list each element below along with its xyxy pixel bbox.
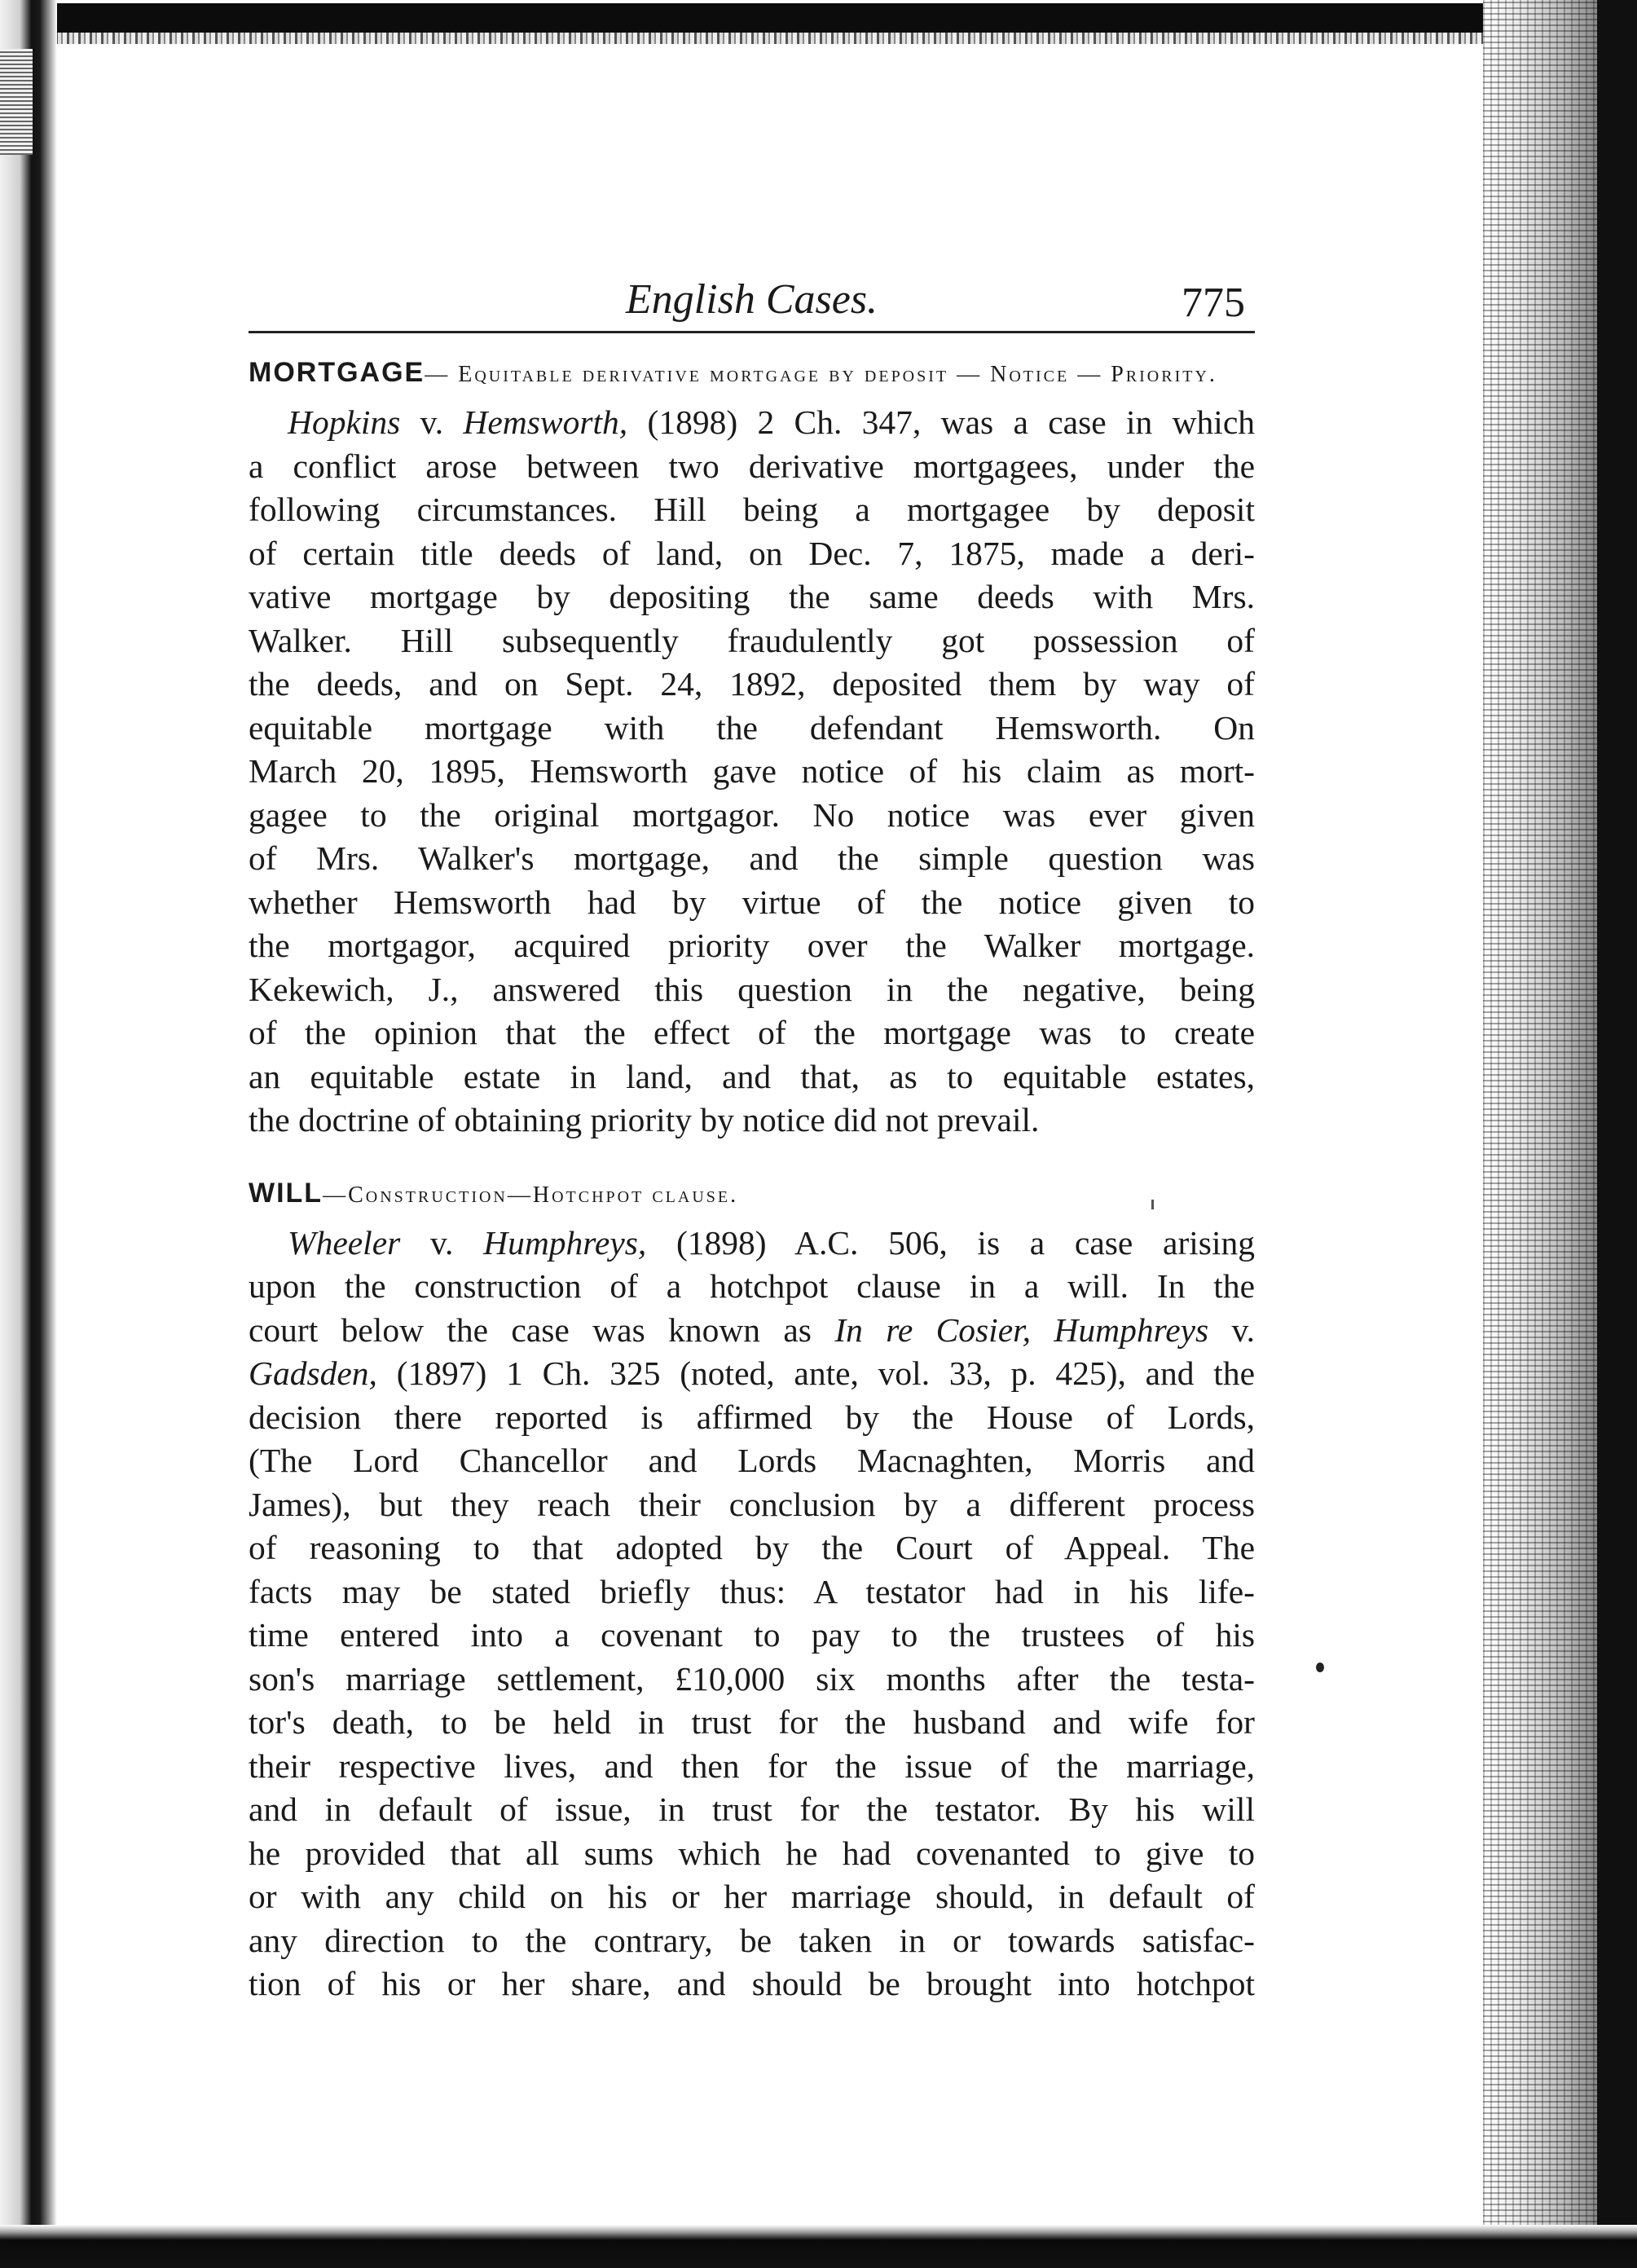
text-line: Hopkins v. Hemsworth, (1898) 2 Ch. 347, was a case in which <box>288 403 1256 441</box>
text-line: March 20, 1895, Hemsworth gave notice of his claim as mort- <box>249 752 1255 790</box>
text-line: tor's death, to be held in trust for the husband and wife for <box>249 1703 1255 1741</box>
text-line: of reasoning to that adopted by the Court of Appeal. The <box>249 1529 1255 1566</box>
text-line: the deeds, and on Sept. 24, 1892, deposited them by way of <box>249 665 1255 702</box>
scan-edge-right <box>1483 0 1637 2268</box>
text-line: or with any child on his or her marriage should, in default of <box>249 1878 1255 1915</box>
heading-word: WILL <box>249 1177 323 1209</box>
scan-edge-bottom <box>0 2225 1637 2268</box>
text-line: James), but they reach their conclusion by a different process <box>249 1485 1255 1523</box>
text-line: time entered into a covenant to pay to the trustees of his <box>249 1616 1255 1654</box>
scan-edge-left <box>0 0 57 2268</box>
text-line: the mortgagor, acquired priority over the Walker mortgage. <box>249 927 1255 964</box>
margin-mark <box>1316 1662 1324 1672</box>
text-line: Gadsden, (1897) 1 Ch. 325 (noted, ante, vol. 33, p. 425), and the <box>249 1354 1255 1392</box>
text-line: equitable mortgage with the defendant Hemsworth. On <box>249 708 1255 746</box>
section-heading-mortgage <box>249 358 1255 390</box>
text-line: son's marriage settlement, £10,000 six months after the testa- <box>249 1659 1255 1698</box>
running-head <box>249 269 1255 333</box>
scan-edge-top <box>0 0 1637 47</box>
heading-word: MORTGAGE <box>249 357 425 388</box>
text-line: the doctrine of obtaining priority by notice did not prevail. <box>249 1101 1040 1138</box>
paragraph-hopkins <box>249 401 1255 1143</box>
text-line: decision there reported is affirmed by the House of Lords, <box>249 1398 1255 1436</box>
text-line: vative mortgage by depositing the same deeds with Mrs. <box>249 578 1255 615</box>
text-line: of Mrs. Walker's mortgage, and the simple question was <box>249 839 1255 877</box>
text-line: any direction to the contrary, be taken in or towards satisfac- <box>249 1921 1255 1959</box>
text-line: Kekewich, J., answered this question in the negative, being <box>249 970 1255 1008</box>
text-line: following circumstances. Hill being a mortgagee by deposit <box>249 491 1255 528</box>
page-number: 775 <box>1182 280 1245 326</box>
section-heading-will <box>249 1178 1255 1210</box>
text-line: their respective lives, and then for the issue of the marriage, <box>249 1746 1255 1785</box>
heading-subtitle: — Equitable derivative mortgage by deposit — Notice — Priority. <box>425 362 1217 387</box>
page-content <box>249 269 1255 2006</box>
text-line: of certain title deeds of land, on Dec. 7, 1875, made a deri- <box>249 534 1255 572</box>
text-line: and in default of issue, in trust for the testator. By his will <box>249 1790 1255 1828</box>
paragraph-wheeler <box>249 1222 1255 2006</box>
text-line: whether Hemsworth had by virtue of the notice given to <box>249 883 1255 921</box>
text-line: upon the construction of a hotchpot clause in a will. In the <box>249 1267 1255 1305</box>
text-line: facts may be stated briefly thus: A testator had in his life- <box>249 1572 1255 1610</box>
text-line: he provided that all sums which he had covenanted to give to <box>249 1834 1255 1872</box>
heading-subtitle: —Construction—Hotchpot clause. <box>323 1182 739 1208</box>
text-line: an equitable estate in land, and that, as to equitable estates, <box>249 1057 1255 1095</box>
text-line: (The Lord Chancellor and Lords Macnaghten, Morris and <box>249 1442 1255 1479</box>
text-line: Walker. Hill subsequently fraudulently got possession of <box>249 621 1255 659</box>
text-line: a conflict arose between two derivative mortgagees, under the <box>249 447 1255 485</box>
running-title: English Cases. <box>625 276 878 323</box>
text-line: of the opinion that the effect of the mortgage was to create <box>249 1014 1255 1051</box>
text-line: gagee to the original mortgagor. No notice was ever given <box>249 795 1255 834</box>
text-line: court below the case was known as In re Cosier, Humphreys v. <box>249 1310 1255 1349</box>
text-line: tion of his or her share, and should be brought into hotchpot <box>249 1965 1255 2002</box>
text-line: Wheeler v. Humphreys, (1898) A.C. 506, is a case arising <box>288 1223 1255 1262</box>
